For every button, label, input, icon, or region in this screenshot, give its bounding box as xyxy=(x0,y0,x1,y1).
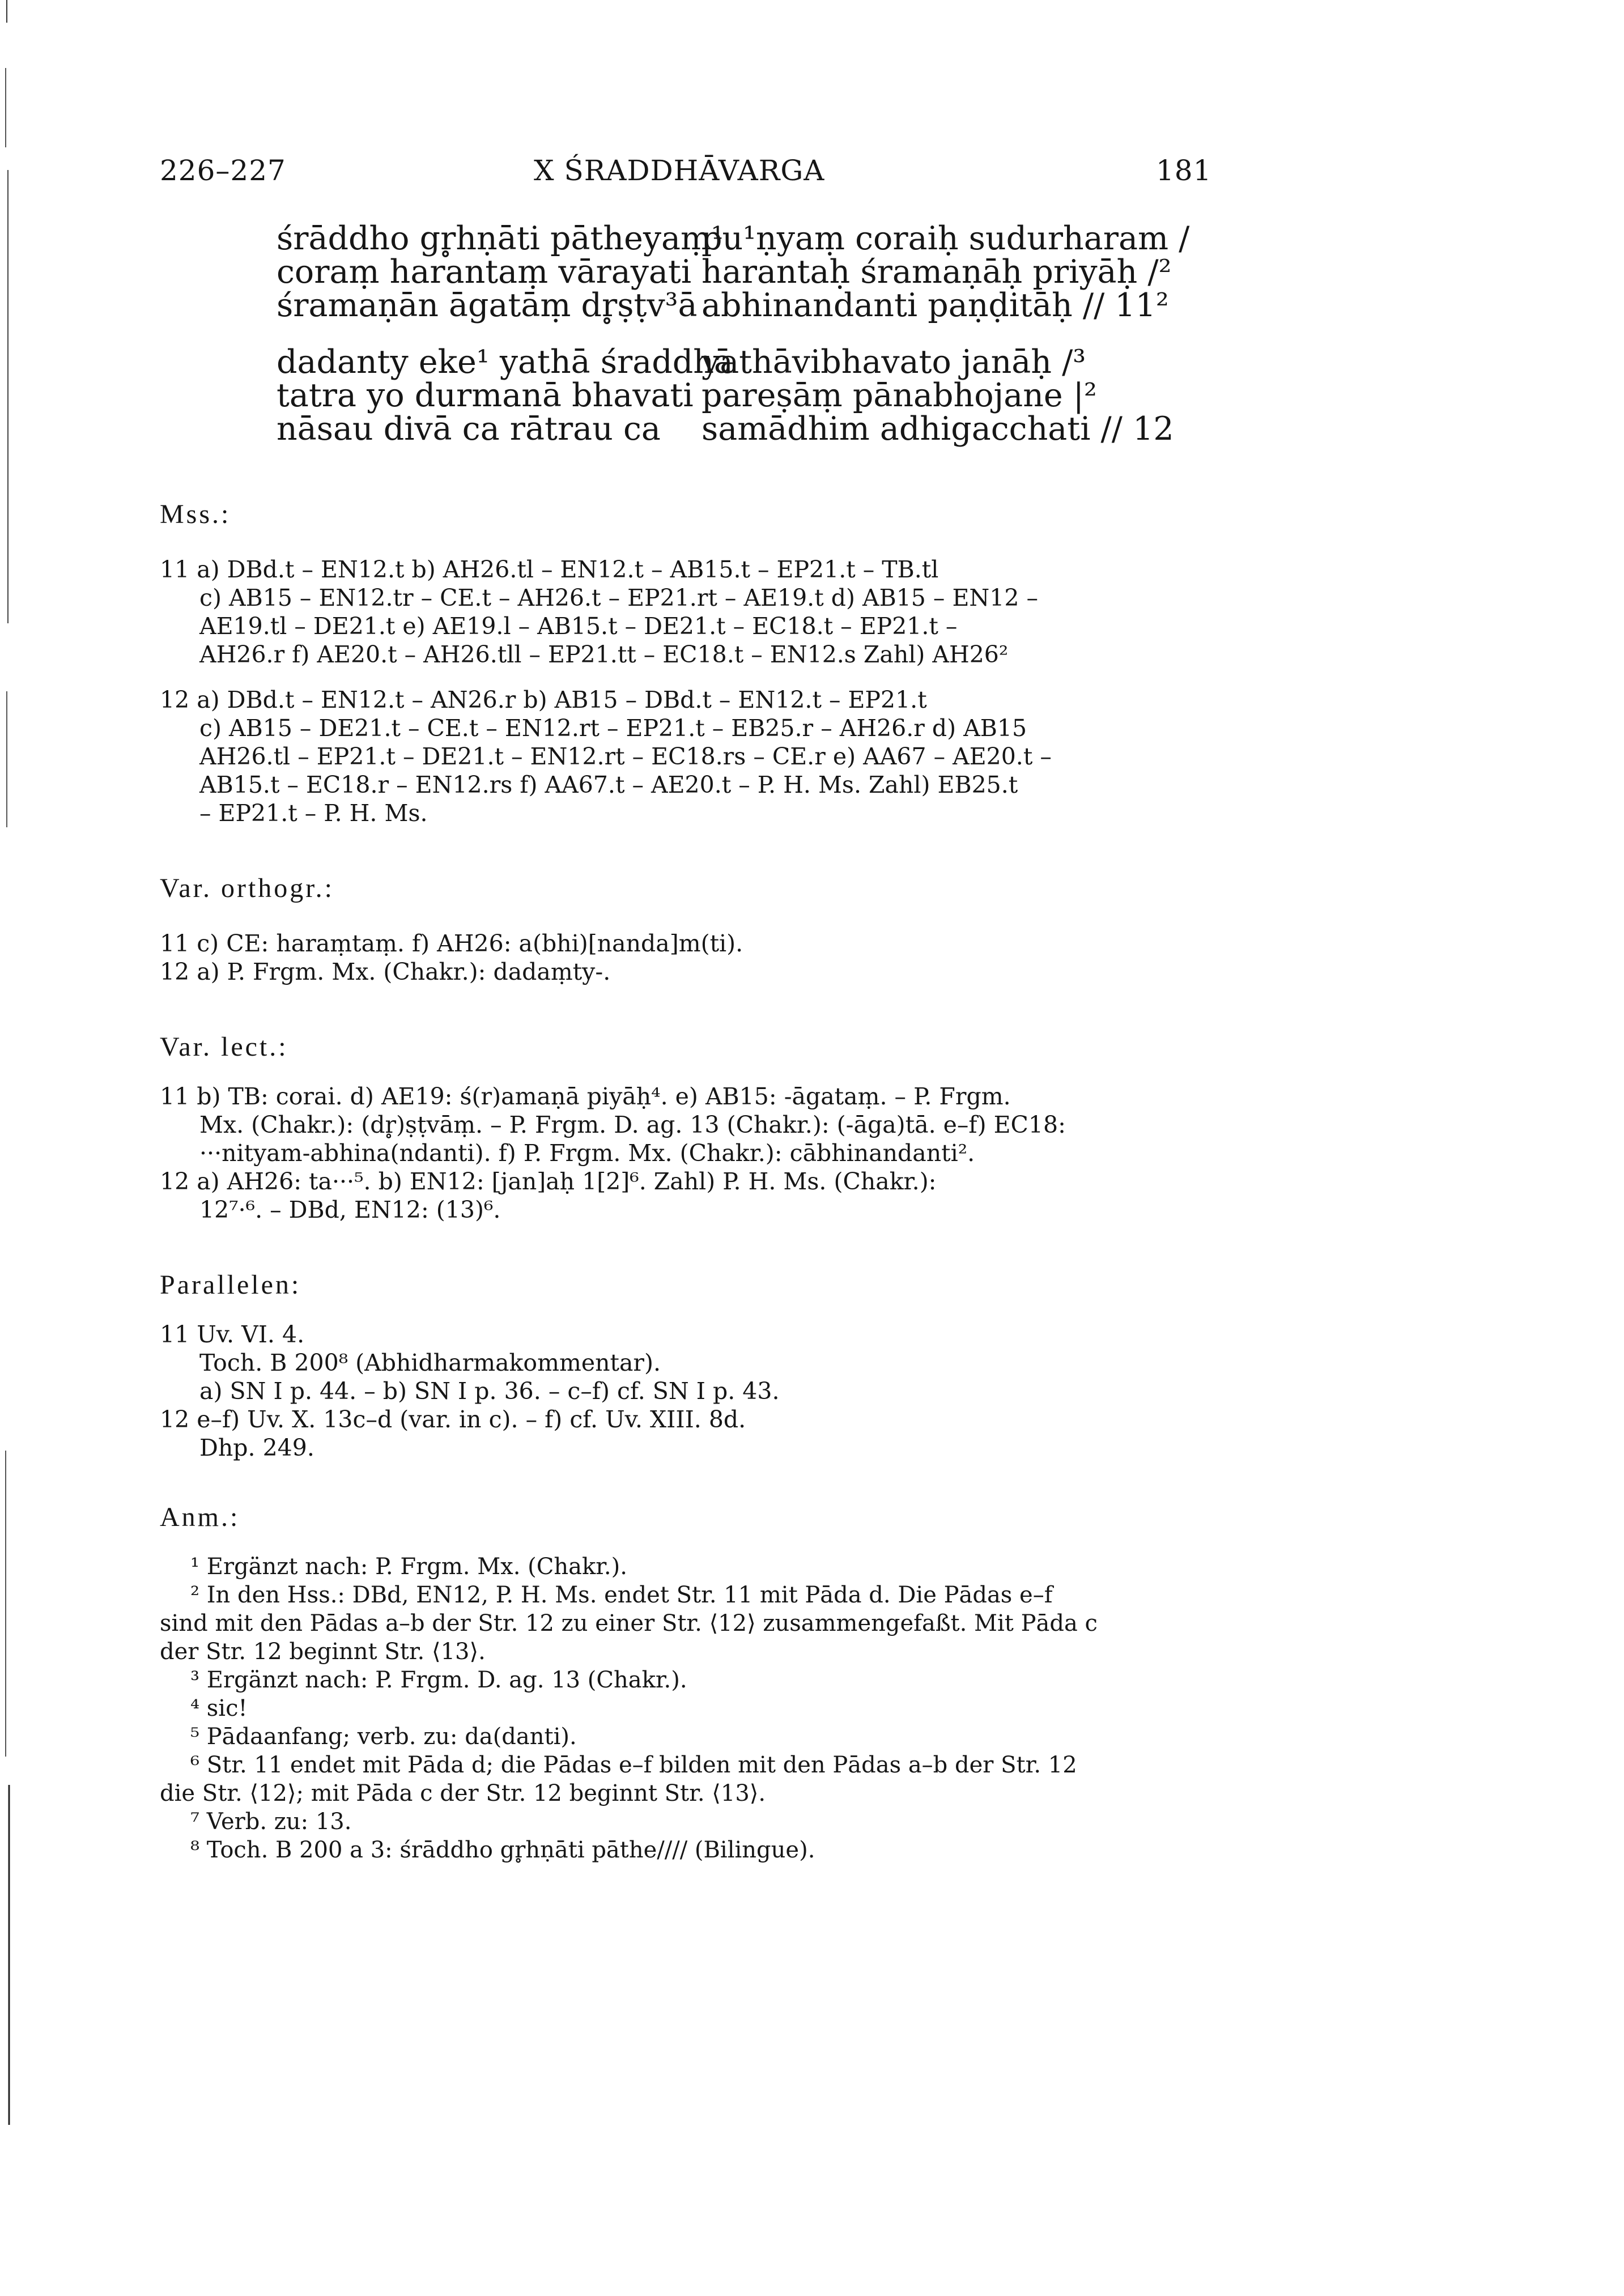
mss-line: c) AB15 – EN12.tr – CE.t – AH26.t – EP21.rt – AE19.t d) AB15 – EN12 – xyxy=(199,584,1038,611)
footnote-line: sind mit den Pādas a–b der Str. 12 zu einer Str. ⟨12⟩ zusammengefaßt. Mit Pāda c xyxy=(160,1610,1098,1636)
mss-line: AH26.tl – EP21.t – DE21.t – EN12.rt – EC18.rs – CE.r e) AA67 – AE20.t – xyxy=(199,743,1052,770)
orthogr-heading: Var. orthogr.: xyxy=(160,873,334,903)
verse-line-4-right: yathāvibhavato janāḥ /³ xyxy=(702,343,1086,381)
verse-line-4-left: dadanty eke¹ yathā śraddhā xyxy=(277,343,733,381)
footnote-line: ¹ Ergänzt nach: P. Frgm. Mx. (Chakr.). xyxy=(190,1554,627,1580)
running-title: X ŚRADDHĀVARGA xyxy=(534,154,825,187)
lect-line: ···nityam-abhina(ndanti). f) P. Frgm. Mx. (Chakr.): cābhinandanti². xyxy=(199,1140,975,1167)
lect-line: 12 a) AH26: ta···⁵. b) EN12: [jan]aḥ 1[2]⁶. Zahl) P. H. Ms. (Chakr.): xyxy=(160,1168,937,1195)
verse-line-2-left: coraṃ harantaṃ vārayati xyxy=(277,253,692,291)
verse-line-6-right: samādhim adhigacchati // 12 xyxy=(702,410,1174,448)
footnote-line: der Str. 12 beginnt Str. ⟨13⟩. xyxy=(160,1639,486,1665)
footnote-line: ² In den Hss.: DBd, EN12, P. H. Ms. endet Str. 11 mit Pāda d. Die Pādas e–f xyxy=(190,1582,1053,1608)
orthogr-line: 12 a) P. Frgm. Mx. (Chakr.): dadaṃty-. xyxy=(160,958,611,985)
notes-heading: Anm.: xyxy=(160,1502,240,1532)
parallel-line: 12 e–f) Uv. X. 13c–d (var. in c). – f) cf. Uv. XIII. 8d. xyxy=(160,1406,746,1433)
verse-line-1-left: śrāddho gr̥hṇāti pātheyaṃ¹ xyxy=(277,220,724,257)
orthogr-line: 11 c) CE: haraṃtaṃ. f) AH26: a(bhi)[nanda]m(ti). xyxy=(160,930,743,957)
footnote-line: ³ Ergänzt nach: P. Frgm. D. ag. 13 (Chakr.). xyxy=(190,1667,687,1693)
verse-line-2-right: harantaḥ śramaṇāḥ priyāḥ /² xyxy=(702,253,1172,291)
mss-line: AH26.r f) AE20.t – AH26.tll – EP21.tt – EC18.t – EN12.s Zahl) AH26² xyxy=(199,641,1009,668)
verse-line-5-right: pareṣāṃ pānabhojane |² xyxy=(702,377,1097,414)
scan-edge-artifact xyxy=(0,0,15,2296)
parallel-line: Toch. B 200⁸ (Abhidharmakommentar). xyxy=(199,1349,661,1376)
mss-line: c) AB15 – DE21.t – CE.t – EN12.rt – EP21.t – EB25.r – AH26.r d) AB15 xyxy=(199,715,1027,742)
footnote-line: ⁶ Str. 11 endet mit Pāda d; die Pādas e–f bilden mit den Pādas a–b der Str. 12 xyxy=(190,1752,1077,1778)
page-number: 181 xyxy=(1156,154,1212,187)
parallels-heading: Parallelen: xyxy=(160,1270,301,1300)
mss-line: AB15.t – EC18.r – EN12.rs f) AA67.t – AE20.t – P. H. Ms. Zahl) EB25.t xyxy=(199,771,1018,798)
parallel-line: 11 Uv. VI. 4. xyxy=(160,1321,305,1348)
lect-heading: Var. lect.: xyxy=(160,1032,288,1062)
verse-line-3-right: abhinandanti paṇḍitāḥ // 11² xyxy=(702,287,1169,324)
footnote-line: ⁷ Verb. zu: 13. xyxy=(190,1809,352,1835)
footnote-line: ⁵ Pādaanfang; verb. zu: da(danti). xyxy=(190,1724,577,1750)
page-range: 226–227 xyxy=(160,154,286,187)
mss-line: 11 a) DBd.t – EN12.t b) AH26.tl – EN12.t – AB15.t – EP21.t – TB.tl xyxy=(160,556,939,583)
mss-line: – EP21.t – P. H. Ms. xyxy=(199,800,428,827)
parallel-line: a) SN I p. 44. – b) SN I p. 36. – c–f) cf. SN I p. 43. xyxy=(199,1377,780,1405)
footnote-line: ⁸ Toch. B 200 a 3: śrāddho gr̥hṇāti pāthe//// (Bilingue). xyxy=(190,1837,815,1863)
lect-line: Mx. (Chakr.): (dr̥)ṣṭvāṃ. – P. Frgm. D. ag. 13 (Chakr.): (-āga)tā. e–f) EC18: xyxy=(199,1111,1066,1138)
verse-line-3-left: śramaṇān āgatāṃ dr̥ṣṭv³ā xyxy=(277,287,698,324)
mss-line: AE19.tl – DE21.t e) AE19.l – AB15.t – DE21.t – EC18.t – EP21.t – xyxy=(199,613,958,640)
verse-line-1-right: pu¹ṇyaṃ coraiḥ sudurharam / xyxy=(702,220,1190,257)
verse-line-5-left: tatra yo durmanā bhavati xyxy=(277,377,694,414)
lect-line: 11 b) TB: corai. d) AE19: ś(r)amaṇā piyāḥ⁴. e) AB15: -āgataṃ. – P. Frgm. xyxy=(160,1083,1011,1110)
mss-line: 12 a) DBd.t – EN12.t – AN26.r b) AB15 – DBd.t – EN12.t – EP21.t xyxy=(160,686,927,713)
parallel-line: Dhp. 249. xyxy=(199,1434,314,1461)
footnote-line: ⁴ sic! xyxy=(190,1695,248,1721)
verse-line-6-left: nāsau divā ca rātrau ca xyxy=(277,410,661,448)
footnote-line: die Str. ⟨12⟩; mit Pāda c der Str. 12 beginnt Str. ⟨13⟩. xyxy=(160,1780,766,1806)
lect-line: 12⁷·⁶. – DBd, EN12: (13)⁶. xyxy=(199,1196,501,1223)
mss-heading: Mss.: xyxy=(160,499,231,529)
